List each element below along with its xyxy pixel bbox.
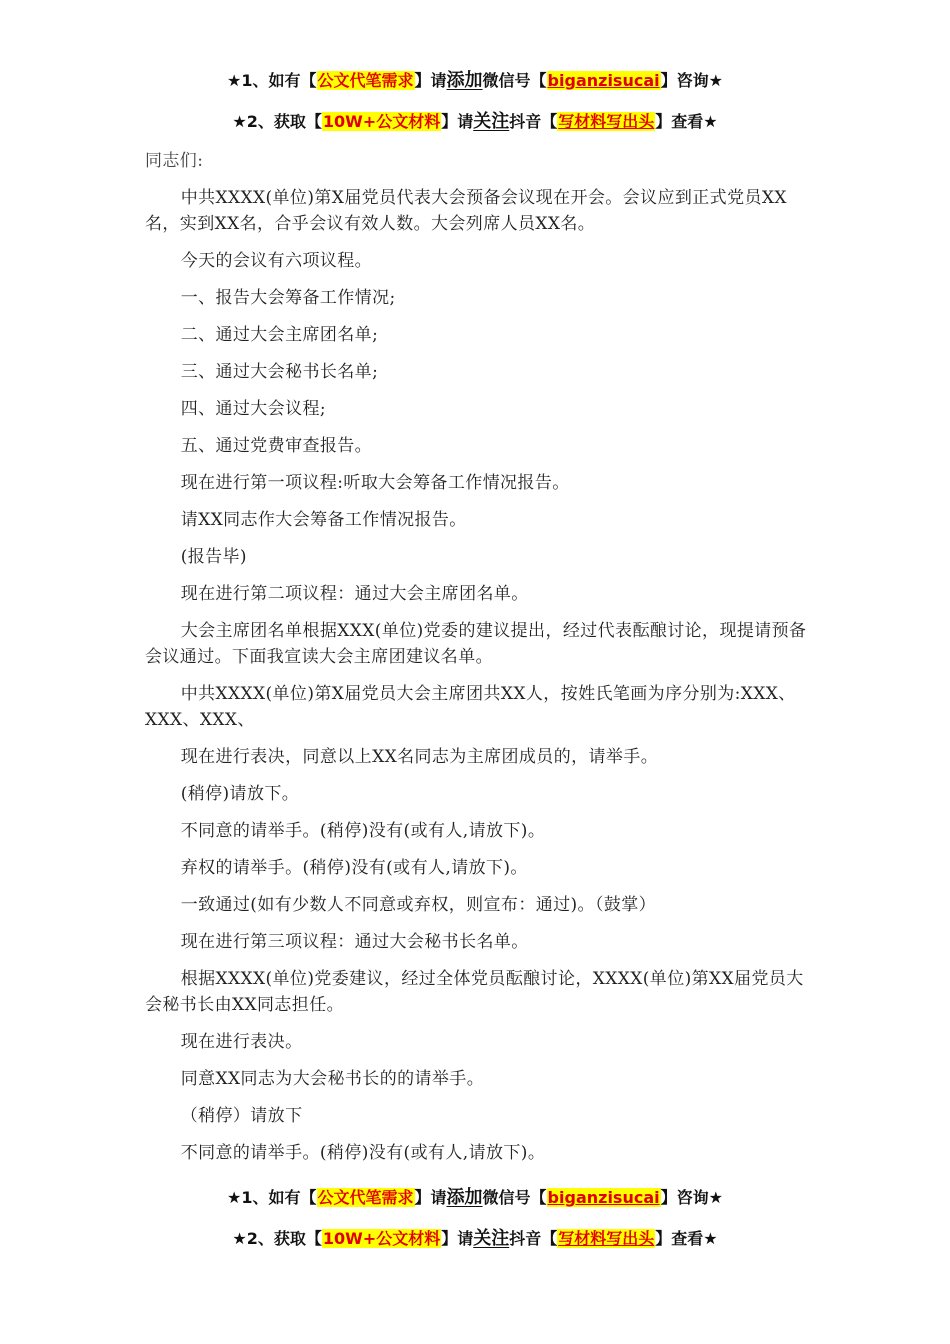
star-icon: ★ <box>227 1188 242 1207</box>
paragraph: 现在进行第二项议程：通过大会主席团名单。 <box>180 584 529 604</box>
promo-text: 】请 <box>414 1188 447 1207</box>
agenda-item: 五、通过党费审查报告。 <box>180 436 373 456</box>
star-icon: ★ <box>232 1229 247 1248</box>
paragraph: 现在进行表决。 <box>180 1032 303 1052</box>
promo-text: 抖音【 <box>509 1229 558 1248</box>
promo-emphasis: 添加 <box>446 1187 483 1208</box>
wechat-id-highlight: biganzisucai <box>547 71 660 90</box>
paragraph: 大会主席团名单根据XXX(单位)党委的建议提出，经过代表酝酿讨论，现提请预备会议通过。下面我宣读大会主席团建议名单。 <box>145 621 807 667</box>
paragraph: 根据XXXX(单位)党委建议，经过全体党员酝酿讨论，XXXX(单位)第XX届党员大会秘书长由XX同志担任。 <box>145 969 804 1015</box>
promo-text: 】查看 <box>655 112 704 131</box>
paragraph: 现在进行表决，同意以上XX名同志为主席团成员的，请举手。 <box>180 747 659 767</box>
promo-emphasis: 关注 <box>473 111 510 132</box>
paragraph: 现在进行第一项议程:听取大会筹备工作情况报告。 <box>180 473 570 493</box>
promo-highlight: 10W+公文材料 <box>322 112 441 131</box>
salutation: 同志们: <box>145 151 204 171</box>
promo-text: 2、获取【 <box>246 1229 322 1248</box>
douyin-id-highlight: 写材料写出头 <box>558 1229 655 1248</box>
paragraph: 请XX同志作大会筹备工作情况报告。 <box>180 510 467 530</box>
paragraph: 现在进行第三项议程：通过大会秘书长名单。 <box>180 932 529 952</box>
promo-line-2-top <box>0 111 950 133</box>
document-body <box>145 148 810 1166</box>
paragraph: 不同意的请举手。(稍停)没有(或有人,请放下)。 <box>180 1143 546 1163</box>
promo-text: 】咨询 <box>660 1188 709 1207</box>
star-icon: ★ <box>703 1229 718 1248</box>
paragraph: (报告毕) <box>180 547 247 567</box>
paragraph: 今天的会议有六项议程。 <box>180 251 373 271</box>
agenda-item: 三、通过大会秘书长名单; <box>180 362 379 382</box>
promo-text: 微信号【 <box>482 71 547 90</box>
promo-text: 】请 <box>441 112 474 131</box>
promo-text: 1、如有【 <box>241 71 317 90</box>
paragraph: 中共XXXX(单位)第X届党员代表大会预备会议现在开会。会议应到正式党员XX名，实到XX名，合乎会议有效人数。大会列席人员XX名。 <box>145 188 787 234</box>
star-icon: ★ <box>708 1188 723 1207</box>
paragraph: 同意XX同志为大会秘书长的的请举手。 <box>180 1069 485 1089</box>
promo-text: 】查看 <box>655 1229 704 1248</box>
promo-highlight: 公文代笔需求 <box>317 1188 414 1207</box>
promo-emphasis: 添加 <box>446 70 483 91</box>
promo-line-1-bottom <box>0 1187 950 1209</box>
promo-text: 】咨询 <box>660 71 709 90</box>
agenda-item: 一、报告大会筹备工作情况; <box>180 288 396 308</box>
star-icon: ★ <box>232 112 247 131</box>
douyin-id-highlight: 写材料写出头 <box>558 112 655 131</box>
paragraph: 不同意的请举手。(稍停)没有(或有人,请放下)。 <box>180 821 546 841</box>
promo-highlight: 10W+公文材料 <box>322 1229 441 1248</box>
promo-line-1-top <box>0 70 950 92</box>
agenda-item: 二、通过大会主席团名单; <box>180 325 379 345</box>
promo-text: 2、获取【 <box>246 112 322 131</box>
paragraph: (稍停)请放下。 <box>180 784 300 804</box>
promo-text: 】请 <box>441 1229 474 1248</box>
promo-text: 抖音【 <box>509 112 558 131</box>
star-icon: ★ <box>227 71 242 90</box>
paragraph: 中共XXXX(单位)第X届党员大会主席团共XX人，按姓氏笔画为序分别为:XXX、XXX、XXX、 <box>145 684 796 730</box>
star-icon: ★ <box>703 112 718 131</box>
wechat-id-highlight: biganzisucai <box>547 1188 660 1207</box>
promo-text: 1、如有【 <box>241 1188 317 1207</box>
promo-emphasis: 关注 <box>473 1228 510 1249</box>
agenda-item: 四、通过大会议程; <box>180 399 327 419</box>
paragraph: 一致通过(如有少数人不同意或弃权，则宣布：通过)。（鼓掌） <box>180 895 657 915</box>
promo-highlight: 公文代笔需求 <box>317 71 414 90</box>
paragraph: 弃权的请举手。(稍停)没有(或有人,请放下)。 <box>180 858 528 878</box>
promo-text: 微信号【 <box>482 1188 547 1207</box>
paragraph: （稍停）请放下 <box>180 1106 303 1126</box>
promo-line-2-bottom <box>0 1228 950 1250</box>
star-icon: ★ <box>708 71 723 90</box>
promo-text: 】请 <box>414 71 447 90</box>
